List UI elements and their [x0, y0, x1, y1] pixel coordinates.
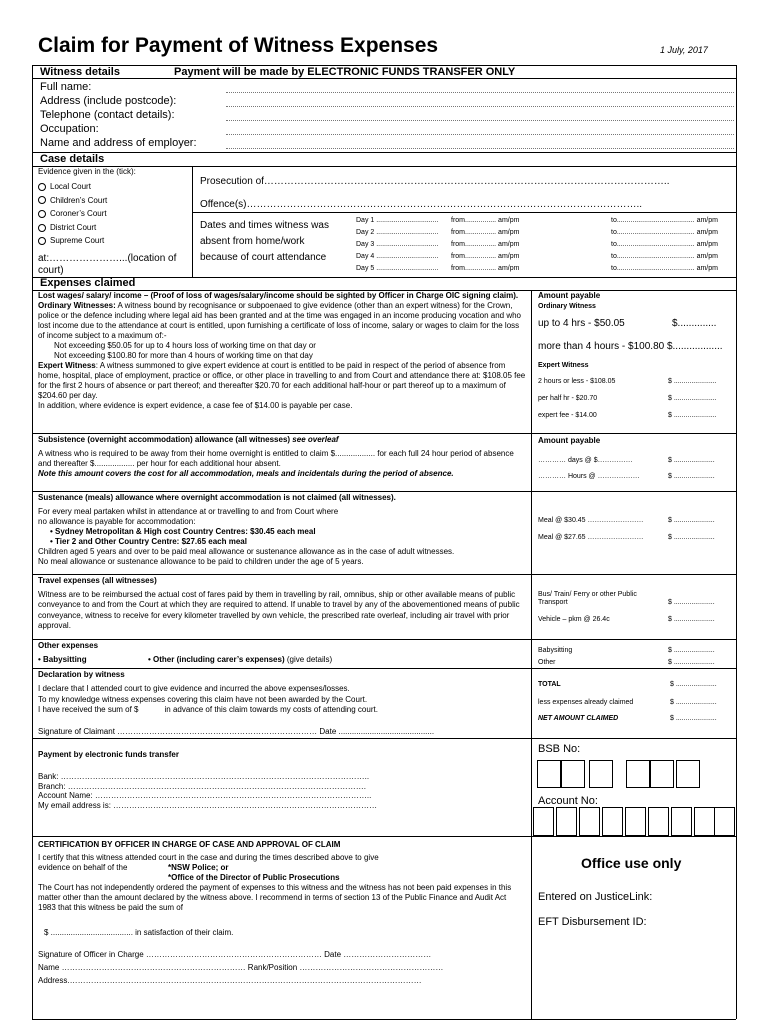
day-3-row[interactable]: Day 3 ................................ from................ am/pm to........................................ am/pm — [356, 241, 718, 248]
amount-payable-heading: Amount payable — [538, 291, 601, 300]
expert-label: Expert Witness — [38, 361, 96, 370]
day-list — [356, 215, 718, 275]
occupation-label: Occupation: — [40, 123, 99, 135]
other-bullet: • Other (including carer’s expenses) (give details) — [148, 655, 333, 664]
account-box-6[interactable] — [648, 807, 669, 836]
account-box-2[interactable] — [556, 807, 577, 836]
cert-line-1: I certify that this witness attended court in the case and during the times described above to give — [38, 853, 379, 862]
offences-field[interactable]: Offence(s)……………………………………………………………………………………………………….. — [200, 199, 643, 210]
declaration-line-1: I declare that I attended court to give evidence and incurred the above expenses/losses. — [38, 684, 350, 693]
lost-wages-block — [38, 291, 528, 411]
account-box-3[interactable] — [579, 807, 600, 836]
other-label: Other — [538, 659, 556, 666]
account-box-4[interactable] — [602, 807, 623, 836]
cert-block — [38, 853, 524, 913]
case-heading: Case details — [40, 153, 105, 165]
expert-halfhr-amount[interactable]: $ ...................... — [668, 395, 717, 402]
radio-icon[interactable] — [38, 237, 46, 245]
eft-disbursement-label: EFT Disbursement ID: — [538, 916, 647, 928]
form-date: 1 July, 2017 — [660, 45, 708, 55]
sustenance-line-2: no allowance is payable for accommodation: — [38, 517, 196, 526]
account-box-1[interactable] — [533, 807, 554, 836]
witness-heading-rule — [32, 78, 736, 79]
sustenance-bullet-2: • Tier 2 and Other Country Centre: $27.65 each meal — [50, 537, 247, 546]
full-name-field[interactable] — [226, 92, 734, 93]
radio-icon[interactable] — [38, 210, 46, 218]
officer-signature[interactable]: Signature of Officer in Charge ………………………………………………………… Date …………………………… — [38, 950, 432, 959]
ordinary-text: A witness bound by recognisance or subpoenaed to give evidence (other than an expert witness) for the Crown, police or the defence including where legal aid has been granted and at the time was engaged in an income producing vocation and who lost income due to the attendance at court is entitled, upon furnishing a certificate of loss of income, salary or wages to claim for the loss of income subject to a maximum of:- — [38, 301, 521, 340]
sustenance-title: Sustenance (meals) allowance where overnight accommodation is not claimed (all witnesses). — [38, 493, 396, 502]
declaration-title: Declaration by witness — [38, 670, 125, 679]
declaration-line-2: To my knowledge witness expenses covering this claim have not been awarded by the Court. — [38, 694, 368, 704]
travel-title: Travel expenses (all witnesses) — [38, 576, 157, 585]
witness-heading: Witness details — [40, 66, 120, 78]
babysitting-bullet: • Babysitting — [38, 655, 87, 664]
meal-1-amount[interactable]: $ ..................... — [668, 517, 715, 524]
hours-calc[interactable]: ………… Hours @ ……………… — [538, 473, 640, 480]
case-divider — [192, 166, 193, 277]
days-amount[interactable]: $ ..................... — [668, 457, 715, 464]
officer-address[interactable]: Address.…………………………………………………………………………………………………………………… — [38, 976, 422, 985]
right-panel-divider — [531, 738, 532, 1019]
evidence-label: Evidence given in the (tick): — [38, 167, 136, 176]
total-amount[interactable]: $ ..................... — [670, 681, 717, 688]
net-amount[interactable]: $ ..................... — [670, 715, 717, 722]
expert-2hr-label: 2 hours or less - $108.05 — [538, 378, 616, 385]
bsb-box-4[interactable] — [626, 760, 650, 788]
frame-right — [736, 65, 737, 1019]
expert-2hr-amount[interactable]: $ ...................... — [668, 378, 717, 385]
other-rule — [32, 639, 736, 640]
day-1-row[interactable]: Day 1 ................................ from................ am/pm to........................................ am/pm — [356, 217, 718, 224]
bsb-box-6[interactable] — [676, 760, 700, 788]
expert-halfhr-label: per half hr - $20.70 — [538, 395, 598, 402]
upto4-amount[interactable]: $.............. — [672, 318, 717, 329]
sustenance-bullet-1: • Sydney Metropolitan & High cost Country Centres: $30.45 each meal — [50, 527, 316, 536]
sustenance-line-3: Children aged 5 years and over to be paid meal allowance or sustenance allowance as in the case of adult witnesses. — [38, 547, 455, 556]
cert-line-3: The Court has not independently ordered the payment of expenses to this witness and the witness has not been paid expenses in this matter other than the amount declared by the witness above. I recommend in terms of section 13 of the Public Finance and Audit Act 1983 that this witness be paid the sum of — [38, 883, 512, 912]
see-overleaf: see overleaf — [292, 435, 339, 444]
eft-fields — [38, 772, 377, 810]
expert-note: In addition, where evidence is expert evidence, a case fee of $14.00 is payable per case. — [38, 401, 353, 410]
declaration-text — [38, 684, 378, 716]
day-5-row[interactable]: Day 5 ................................ from................ am/pm to........................................ am/pm — [356, 265, 718, 272]
ordinary-label: Ordinary Witnesses: — [38, 301, 116, 310]
ordinary-witness-heading: Ordinary Witness — [538, 303, 596, 310]
coroners-court-option[interactable]: Coroner’s Court — [38, 207, 107, 221]
sustenance-line-1: For every meal partaken whilst in attendance at or travelling to and from Court where — [38, 507, 339, 516]
day-4-row[interactable]: Day 4 ................................ from................ am/pm to........................................ am/pm — [356, 253, 718, 260]
less-label: less expenses already claimed — [538, 699, 634, 706]
dates-text: Dates and times witness was absent from home/work because of court attendance — [200, 220, 329, 263]
travel-block — [38, 576, 528, 638]
subsistence-amount-heading: Amount payable — [538, 436, 601, 445]
net-label: NET AMOUNT CLAIMED — [538, 715, 619, 722]
cert-line-2: evidence on behalf of the — [38, 863, 128, 872]
bank-field[interactable]: Bank: …………………………………………………………………………………………………….. — [38, 772, 370, 781]
travel-rule — [32, 574, 736, 575]
court-list — [38, 180, 107, 248]
court-location[interactable]: at:…………………...(location of court) — [38, 253, 177, 276]
bsb-label: BSB No: — [538, 743, 581, 755]
bsb-box-3[interactable] — [589, 760, 613, 788]
sustenance-rule — [32, 491, 736, 492]
lost-wages-title: Lost wages/ salary/ income – (Proof of loss of wages/salary/income should be sighted by Officer in Charge OIC signing claim). — [38, 291, 519, 300]
bus-amount[interactable]: $ ..................... — [668, 599, 715, 606]
travel-text: Witness are to be reimbursed the actual cost of fares paid by them in travelling by rail, omnibus, ship or other available means of public conveyance to and from the Court at which they are required to attend. If unable to travel by any of the abovementioned means of public conveyance, witness to receive for every kilometer travelled by own vehicle, the prescribed rate overleaf, including air travel with prior approval. — [38, 589, 520, 631]
days-calc[interactable]: ………… days @ $…………… — [538, 457, 633, 464]
account-box-9[interactable] — [714, 807, 735, 836]
declaration-rule — [32, 668, 736, 669]
ordinary-limit-2: Not exceeding $100.80 for more than 4 hours of working time on that day — [54, 351, 313, 360]
cert-sum[interactable]: $ ..................................... in satisfaction of their claim. — [44, 928, 234, 937]
radio-icon[interactable] — [38, 183, 46, 191]
witness-fields — [40, 80, 197, 150]
district-court-option[interactable]: District Court — [38, 221, 107, 235]
expenses-top-rule — [32, 277, 736, 278]
meal-1-label: Meal @ $30.45 …………………… — [538, 517, 644, 524]
occupation-field[interactable] — [226, 134, 734, 135]
bsb-box-1[interactable] — [537, 760, 561, 788]
eft-title: Payment by electronic funds transfer — [38, 750, 179, 759]
expert-text: : A witness summoned to give expert evidence at court is entitled to be paid in respect of the period of absence from home, hospital, place of employment, practice or office, or other place in travelling to and from Court and attendance there at: $108.05 fee for the first 2 hours of absence or part thereof; and thereafter $20.70 for each additional half-hour or part thereof up to a maximum of $204.60 per day. — [38, 361, 526, 400]
subsistence-note: Note this amount covers the cost for all accommodation, meals and incidentals during the period of absence. — [38, 469, 454, 478]
telephone-label: Telephone (contact details): — [40, 109, 175, 121]
account-box-7[interactable] — [671, 807, 692, 836]
employer-field[interactable] — [226, 148, 734, 149]
other-title: Other expenses — [38, 641, 99, 650]
expert-fee-amount[interactable]: $ ...................... — [668, 412, 717, 419]
odpp-option[interactable]: *Office of the Director of Public Prosecutions — [168, 873, 340, 882]
babysitting-amount[interactable]: $ ..................... — [668, 647, 715, 654]
full-name-label: Full name: — [40, 81, 92, 93]
bsb-box-2[interactable] — [561, 760, 585, 788]
bsb-box-5[interactable] — [650, 760, 674, 788]
address-label: Address (include postcode): — [40, 95, 177, 107]
vehicle-amount[interactable]: $ ..................... — [668, 616, 715, 623]
telephone-field[interactable] — [226, 120, 734, 121]
ordinary-limit-1: Not exceeding $50.05 for up to 4 hours loss of working time on that day or — [54, 341, 316, 350]
day-2-row[interactable]: Day 2 ................................ from................ am/pm to........................................ am/pm — [356, 229, 718, 236]
eft-rule — [32, 738, 736, 739]
claimant-signature[interactable]: Signature of Claimant ………………………………………………………………… Date ........................................... — [38, 727, 435, 736]
cert-rule — [32, 836, 736, 837]
case-top-rule — [32, 152, 736, 153]
bus-label: Bus/ Train/ Ferry or other Public Transport — [538, 591, 637, 606]
expenses-heading: Expenses claimed — [40, 277, 136, 289]
nsw-police-option[interactable]: *NSW Police; or — [168, 863, 229, 872]
radio-icon[interactable] — [38, 196, 46, 204]
account-box-5[interactable] — [625, 807, 646, 836]
meal-2-amount[interactable]: $ ..................... — [668, 534, 715, 541]
email-field[interactable]: My email address is: ……………………………………………………………………………………… — [38, 800, 378, 810]
subsistence-rule — [32, 433, 736, 434]
payment-note: Payment will be made by ELECTRONIC FUNDS TRANSFER ONLY — [174, 66, 516, 78]
declaration-line-3: in advance of this claim towards my costs of attending court. — [164, 705, 378, 714]
meal-2-label: Meal @ $27.65 …………………… — [538, 534, 644, 541]
upto4-label: up to 4 hrs - $50.05 — [538, 318, 625, 329]
radio-icon[interactable] — [38, 224, 46, 232]
case-heading-rule — [32, 166, 736, 167]
justicelink-label: Entered on JusticeLink: — [538, 891, 653, 903]
cert-title: CERTIFICATION BY OFFICER IN CHARGE OF CASE AND APPROVAL OF CLAIM — [38, 840, 341, 849]
hours-amount[interactable]: $ ..................... — [668, 473, 715, 480]
office-use-heading: Office use only — [581, 855, 682, 871]
other-amount[interactable]: $ ..................... — [668, 659, 715, 666]
account-name-field[interactable]: Account Name: ………………………………………………………………………………………….. — [38, 791, 372, 800]
subsistence-block — [38, 435, 528, 479]
address-field[interactable] — [226, 106, 734, 107]
employer-label: Name and address of employer: — [40, 137, 197, 149]
branch-field[interactable]: Branch: …………………………………………………………………………………………………. — [38, 781, 367, 791]
frame-left — [32, 65, 33, 1019]
childrens-court-option[interactable]: Children’s Court — [38, 194, 107, 208]
supreme-court-option[interactable]: Supreme Court — [38, 234, 107, 248]
account-box-8[interactable] — [694, 807, 715, 836]
subsistence-text: A witness who is required to be away from their home overnight is entitled to claim $.................. for each full 24 hour period of absence and thereafter $.................. per hour for each additional hour absent. — [38, 449, 514, 468]
officer-name[interactable]: Name …………………………………………………………… Rank/Position ……………………………………………… — [38, 963, 444, 972]
subsistence-title: Subsistence (overnight accommodation) allowance (all witnesses) — [38, 435, 291, 444]
vehicle-label: Vehicle – pkm @ 26.4c — [538, 616, 610, 623]
less-amount[interactable]: $ ..................... — [670, 699, 717, 706]
sustenance-line-4: No meal allowance or sustenance allowance to be paid to children under the age of 5 years. — [38, 557, 364, 566]
sustenance-block — [38, 493, 528, 567]
local-court-option[interactable]: Local Court — [38, 180, 107, 194]
prosecution-field[interactable]: Prosecution of………………………………………………………………………………………………………….. — [200, 176, 670, 187]
page-title: Claim for Payment of Witness Expenses — [38, 34, 439, 57]
more4-row[interactable]: more than 4 hours - $100.80 $.................. — [538, 341, 723, 352]
declaration-sum-label: I have received the sum of $ — [38, 705, 139, 714]
expert-fee-label: expert fee - $14.00 — [538, 412, 597, 419]
total-label: TOTAL — [538, 681, 561, 688]
amount-column-divider — [531, 290, 532, 738]
dates-top-rule — [192, 212, 736, 213]
account-no-label: Account No: — [538, 795, 598, 807]
babysitting-label: Babysitting — [538, 647, 573, 654]
expert-witness-heading: Expert Witness — [538, 362, 589, 369]
frame-bottom — [32, 1019, 736, 1020]
